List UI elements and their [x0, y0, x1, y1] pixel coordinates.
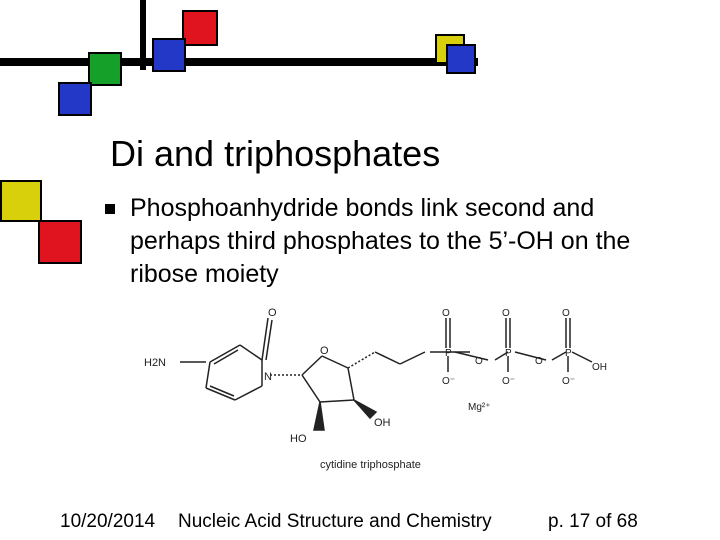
decor-vline-left	[140, 0, 146, 70]
label-o-1: O	[442, 308, 450, 319]
bullet-text: Phosphoanhydride bonds link second and perhaps third phosphates to the 5’-OH on the ribose moiety	[130, 194, 631, 288]
decor-square-blue-right	[446, 44, 476, 74]
footer-page-number: p. 17 of 68	[548, 511, 638, 532]
label-o-3: O	[562, 308, 570, 319]
label-o-bridge-2: O	[535, 356, 543, 367]
label-p-1: P	[445, 348, 452, 359]
label-oh: OH	[374, 417, 391, 429]
decor-hline-top	[0, 58, 478, 66]
label-o-minus-1: O⁻	[442, 376, 456, 387]
label-o-ring: O	[320, 345, 329, 357]
label-o-minus-3: O⁻	[562, 376, 576, 387]
decor-square-yellow-left	[0, 180, 42, 222]
footer-title: Nucleic Acid Structure and Chemistry	[178, 511, 492, 532]
label-o-minus-2: O⁻	[502, 376, 516, 387]
decor-square-green	[88, 52, 122, 86]
cytidine-triphosphate-structure	[140, 300, 620, 480]
structure-caption: cytidine triphosphate	[320, 459, 421, 471]
label-ho: HO	[290, 433, 307, 445]
bullet-square-icon	[105, 204, 115, 214]
label-p-2: P	[505, 348, 512, 359]
slide-title: Di and triphosphates	[110, 133, 441, 174]
label-o-2: O	[502, 308, 510, 319]
decor-square-red-left	[38, 220, 82, 264]
label-mg: Mg²⁺	[468, 402, 491, 413]
decor-square-blue-left	[58, 82, 92, 116]
label-o-bridge-1: O	[475, 356, 483, 367]
label-n-ring: N	[264, 371, 272, 383]
footer-date: 10/20/2014	[60, 511, 156, 532]
label-o-carbonyl: O	[268, 307, 277, 319]
decor-square-red-top	[182, 10, 218, 46]
label-nh2: H2N	[144, 357, 167, 369]
label-oh-end: OH	[592, 362, 607, 373]
decor-square-blue-top	[152, 38, 186, 72]
label-p-3: P	[565, 348, 572, 359]
